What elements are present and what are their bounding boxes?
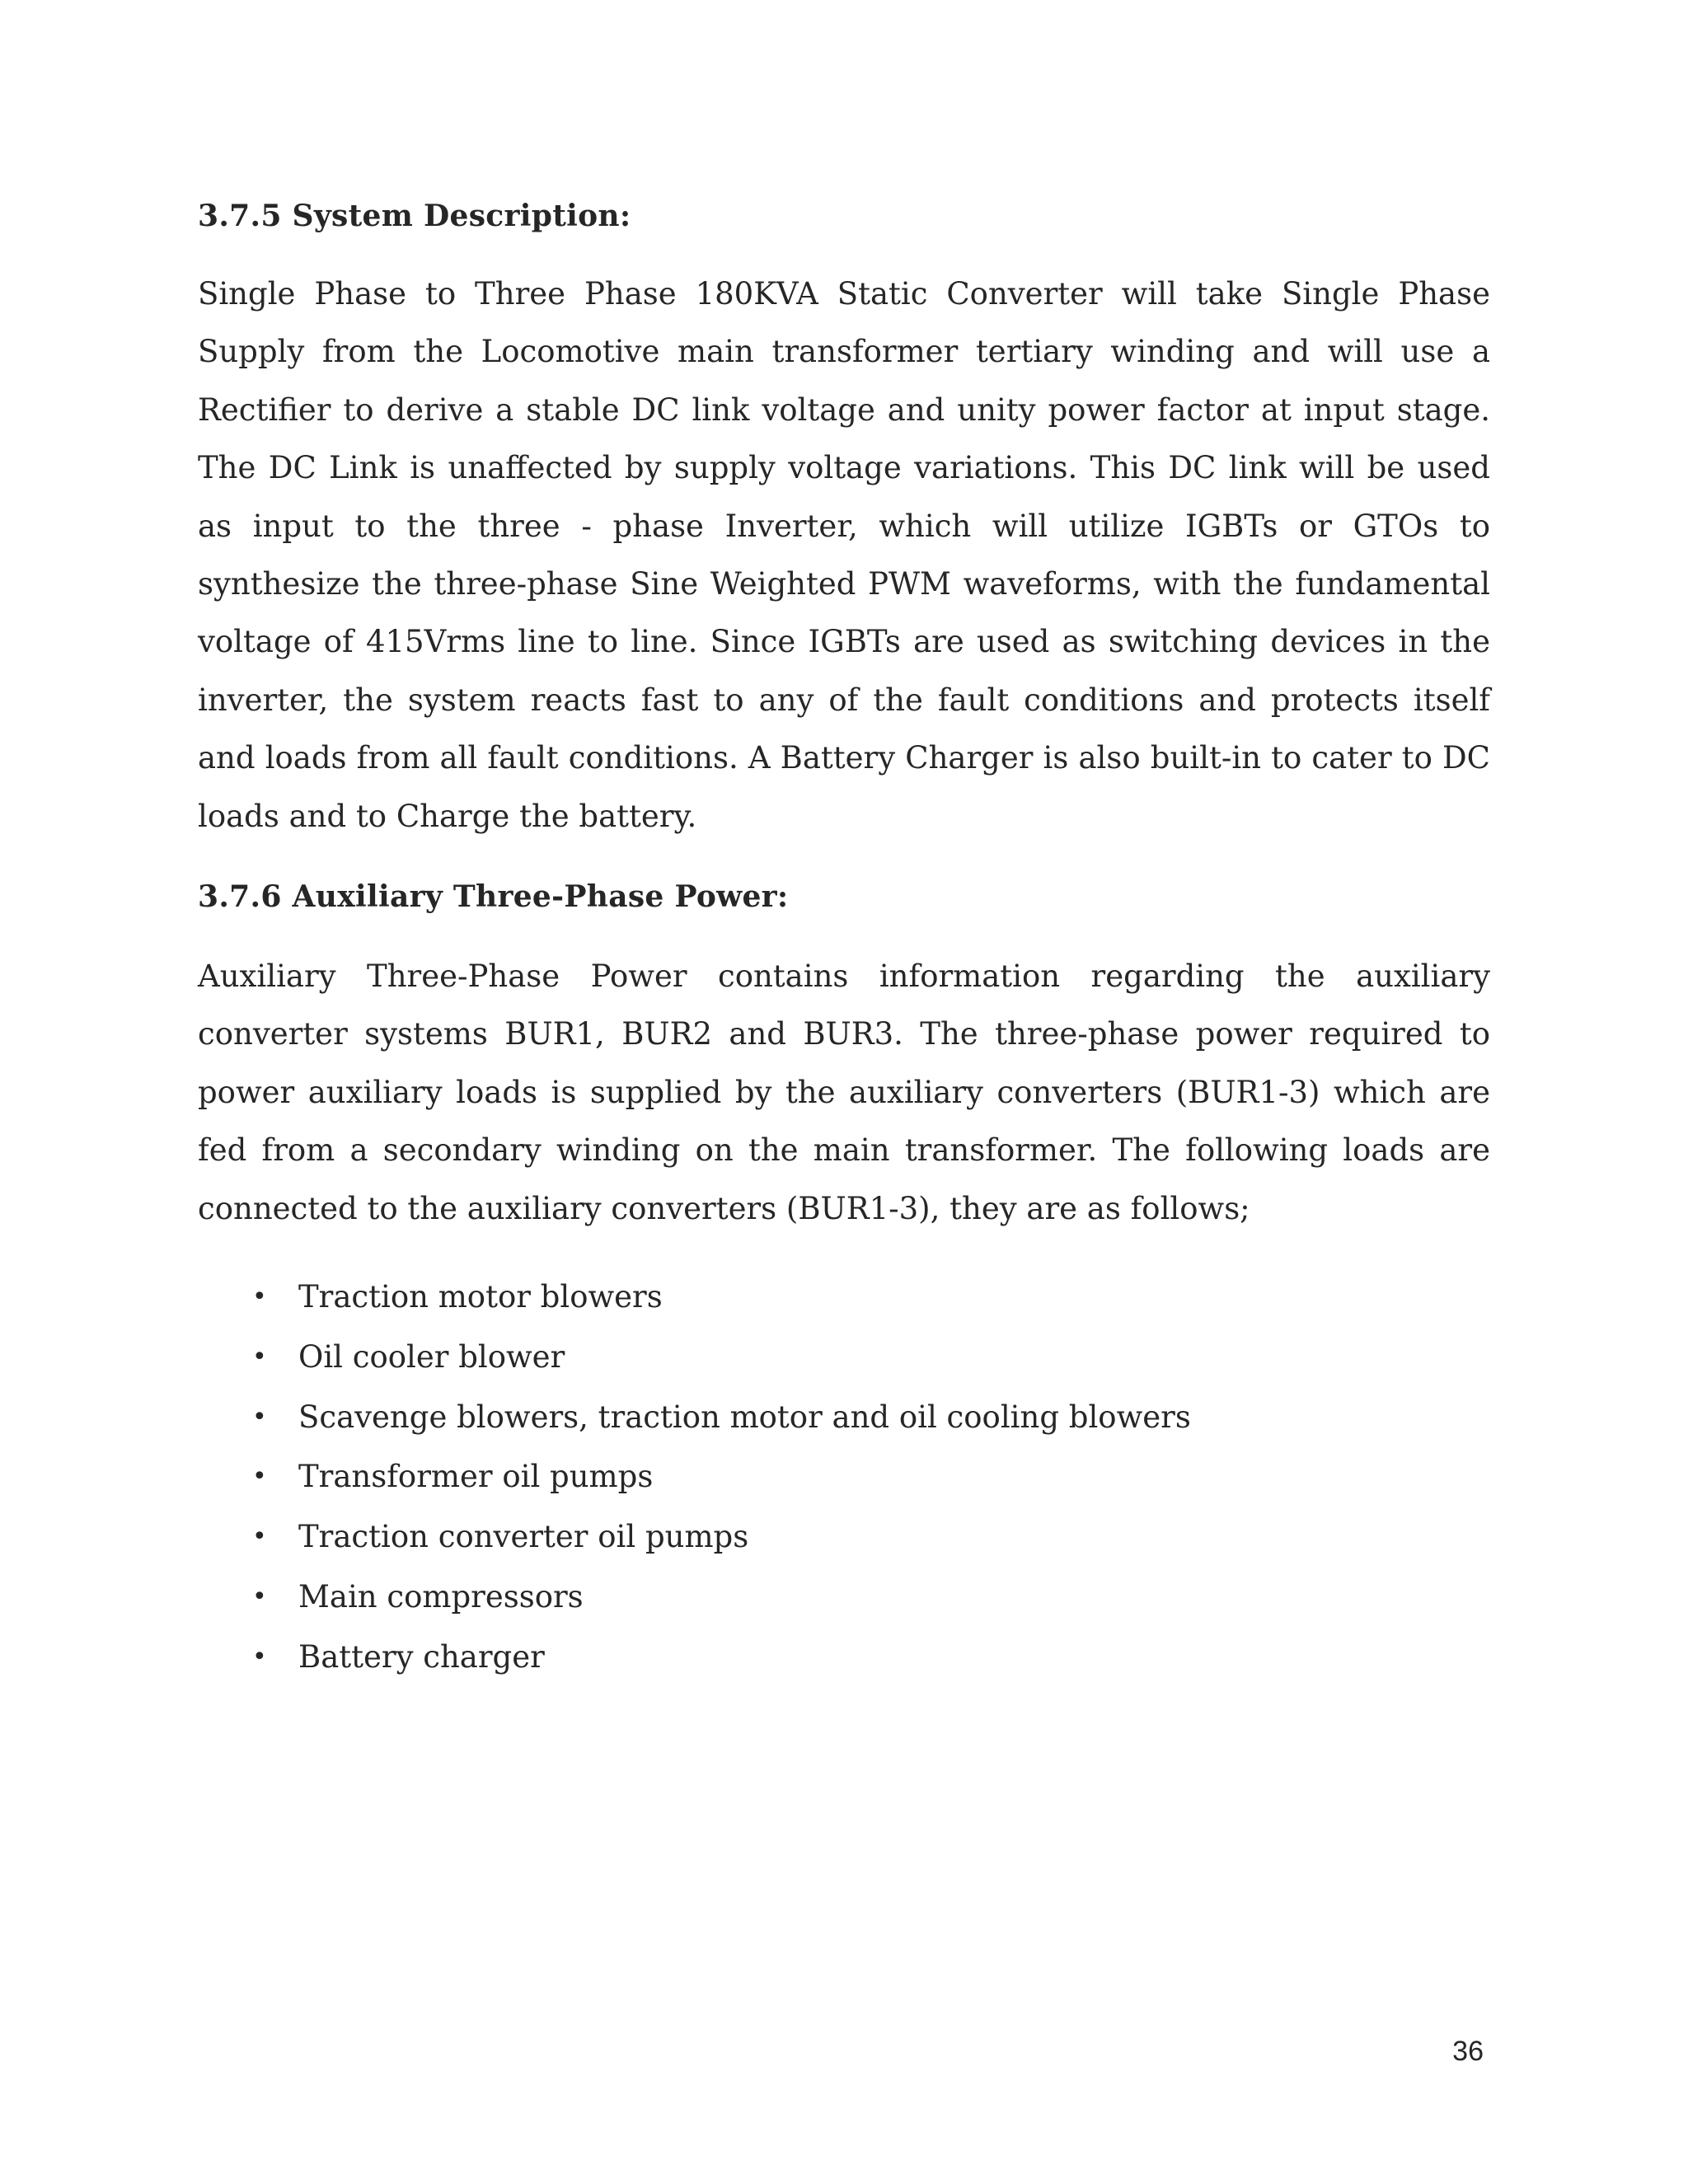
auxiliary-power-paragraph: Auxiliary Three-Phase Power contains information regarding the auxiliary converter systems BUR1, BUR2 and BUR3. The three-phase power required to power auxiliary loads is supplied by the auxiliary converters (BUR1-3) which are fed from a secondary winding on the main transformer. The following loads are connected to the auxiliary converters (BUR1-3), they are as follows; [198,958,1490,1226]
list-item-text: Main compressors [298,1579,584,1615]
bullet-icon: • [252,1342,267,1371]
list-item-text: Scavenge blowers, traction motor and oil cooling blowers [298,1399,1191,1435]
bullet-icon: • [252,1402,267,1432]
list-item [198,1388,1490,1448]
section-heading-system-description: 3.7.5 System Description: [198,199,631,233]
list-item [198,1568,1490,1628]
bullet-icon: • [252,1582,267,1612]
page-number: 36 [1452,2036,1484,2067]
list-item [198,1447,1490,1507]
list-item-text: Transformer oil pumps [298,1459,654,1495]
bullet-icon: • [252,1522,267,1552]
system-description-paragraph: Single Phase to Three Phase 180KVA Static Converter will take Single Phase Supply from the Locomotive main transformer tertiary winding and will use a Rectifier to derive a stable DC link voltage and unity power factor at input stage. The DC Link is unaffected by supply voltage variations. This DC link will be used as input to the three - phase Inverter, which will utilize IGBTs or GTOs to synthesize the three-phase Sine Weighted PWM waveforms, with the fundamental voltage of 415Vrms line to line. Since IGBTs are used as switching devices in the inverter, the system reacts fast to any of the fault conditions and protects itself and loads from all fault conditions. A Battery Charger is also built-in to cater to DC loads and to Charge the battery. [198,276,1490,834]
section-heading-auxiliary-power: 3.7.6 Auxiliary Three-Phase Power: [198,879,789,915]
bullet-icon: • [252,1642,267,1671]
list-item-text: Battery charger [298,1638,545,1675]
list-item [198,1328,1490,1388]
list-item [198,1507,1490,1568]
bullet-icon: • [252,1462,267,1492]
list-item-text: Traction converter oil pumps [298,1519,749,1555]
list-item [198,1628,1490,1688]
auxiliary-loads-list [198,1268,1490,1688]
bullet-icon: • [252,1282,267,1312]
list-item-text: Oil cooler blower [298,1338,565,1375]
list-item [198,1268,1490,1328]
document-page [198,191,1490,1688]
list-item-text: Traction motor blowers [298,1279,663,1315]
